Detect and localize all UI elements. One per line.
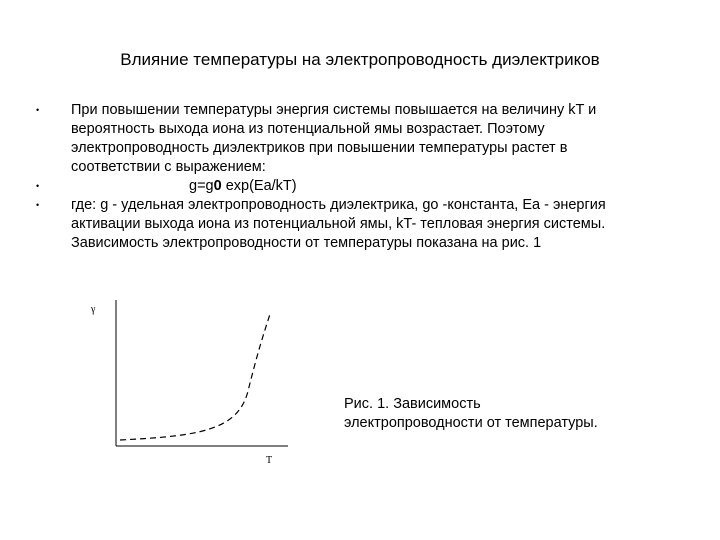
y-axis-label: γ xyxy=(91,304,96,315)
bullet-marker: • xyxy=(36,200,40,210)
bullet-item-formula xyxy=(36,177,676,196)
text-line: соответствии с выражением: xyxy=(71,159,266,175)
bullet-marker: • xyxy=(36,181,40,191)
caption-line: Рис. 1. Зависимость xyxy=(344,396,481,412)
figure-caption xyxy=(344,395,664,433)
text-line: вероятность выхода иона из потенциальной ямы возрастает. Поэтому xyxy=(71,121,545,137)
bullet-item-explanation xyxy=(36,101,676,177)
formula xyxy=(71,177,676,196)
text-line: активации выхода иона из потенциальной ямы, kT- тепловая энергия системы. xyxy=(71,216,606,232)
formula-subscript: 0 xyxy=(213,178,222,194)
formula-suffix: exp(Ea/kT) xyxy=(221,178,297,194)
bullet-item-definitions xyxy=(36,196,676,253)
bullet-list xyxy=(36,101,676,253)
slide-title: Влияние температуры на электропроводность диэлектриков xyxy=(120,50,600,69)
text-line: где: g - удельная электропроводность диэлектрика, go -константа, Ea - энергия xyxy=(71,197,606,213)
text-line: электропроводность диэлектриков при повышении температуры растет в xyxy=(71,140,568,156)
conductivity-temperature-figure xyxy=(88,296,298,468)
x-axis-label: T xyxy=(266,455,273,466)
text-line: При повышении температуры энергия системы повышается на величину kT и xyxy=(71,102,597,118)
caption-line: электропроводности от температуры. xyxy=(344,415,598,431)
exponential-curve xyxy=(120,314,270,440)
text-line: Зависимость электропроводности от температуры показана на рис. 1 xyxy=(71,235,542,251)
formula-prefix: g=g xyxy=(189,178,214,194)
bullet-marker: • xyxy=(36,105,40,115)
